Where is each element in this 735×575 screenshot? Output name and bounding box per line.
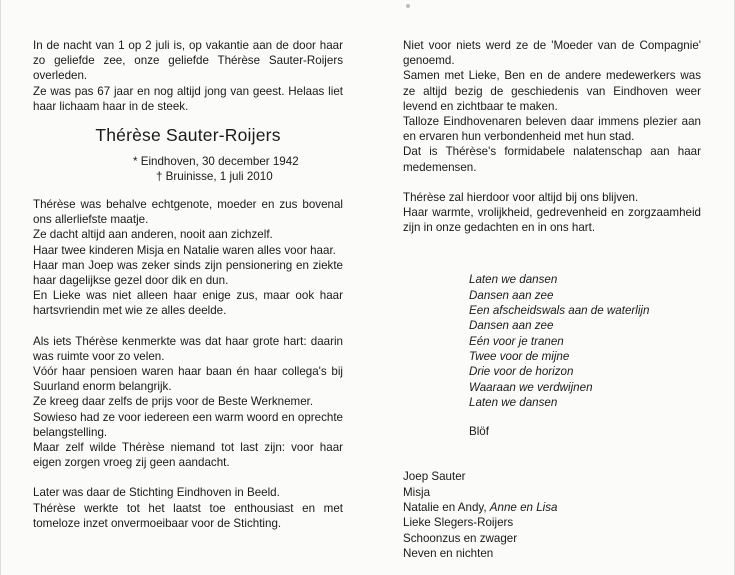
poem-line: Laten we dansen bbox=[469, 395, 558, 409]
family-line: Schoonzus en zwager bbox=[403, 531, 518, 545]
fold-mark bbox=[406, 4, 410, 8]
family-signatures bbox=[403, 469, 701, 561]
left-column bbox=[33, 38, 343, 531]
text-line: Thérèse was behalve echtgenote, moeder en zus bovenal ons allerliefste maatje. bbox=[33, 198, 343, 227]
text-line: Dat is Thérèse's formidabele nalatenschap aan haar medemensen. bbox=[403, 145, 701, 174]
poem-line: Een afscheidswals aan de waterlijn bbox=[469, 304, 650, 318]
birth-date: * Eindhoven, 30 december 1942 bbox=[133, 155, 299, 169]
poem-line: Eén voor je tranen bbox=[469, 334, 564, 348]
text-line: Maar zelf wilde Thérèse niemand tot last zijn: voor haar eigen zorgen vroeg zij geen aandacht. bbox=[33, 441, 343, 470]
family-line bbox=[403, 500, 701, 515]
text-line: Talloze Eindhovenaren beleven daar immens plezier aan en ervaren hun verbondenheid met hun stad. bbox=[403, 115, 701, 144]
text-line: Vóór haar pensioen waren haar baan én haar collega's bij Suurland enorm belangrijk. bbox=[33, 365, 343, 394]
deceased-name: Thérèse Sauter-Roijers bbox=[95, 125, 281, 146]
poem-line: Dansen aan zee bbox=[469, 288, 554, 302]
text-line: Sowieso had ze voor iedereen een warm woord en oprechte belangstelling. bbox=[33, 410, 343, 439]
right-column bbox=[403, 38, 701, 561]
intro-paragraph-1: In de nacht van 1 op 2 juli is, op vakantie aan de door haar zo geliefde zee, onze geliefde Thérèse Sauter-Roijers overleden. bbox=[33, 39, 343, 83]
text-line: Thérèse werkte tot het laatst toe enthousiast en met tomeloze inzet onvermoeibaar voor de Stichting. bbox=[33, 501, 343, 530]
text-line: Samen met Lieke, Ben en de andere medewerkers was ze altijd bezig de geschiedenis van Eindhoven weer levend en zichtbaar te maken. bbox=[403, 69, 701, 113]
family-line-plain: Natalie en Andy, bbox=[403, 500, 490, 514]
death-date: † Bruinisse, 1 juli 2010 bbox=[156, 170, 273, 184]
family-line: Misja bbox=[403, 485, 431, 499]
text-line: Als iets Thérèse kenmerkte was dat haar grote hart: daarin was ruimte voor zo velen. bbox=[33, 334, 343, 363]
family-line: Lieke Slegers-Roijers bbox=[403, 516, 514, 530]
life-dates bbox=[33, 154, 343, 184]
text-line: Haar man Joep was zeker sinds zijn pensionering en ziekte haar dagelijkse gezel door dik en dun. bbox=[33, 258, 343, 288]
intro-paragraph-2: Ze was pas 67 jaar en nog altijd jong van geest. Helaas liet haar lichaam haar in de steek. bbox=[33, 84, 343, 113]
text-line: Haar twee kinderen Misja en Natalie waren alles voor haar. bbox=[33, 243, 336, 257]
poem-line: Drie voor de horizon bbox=[469, 365, 574, 379]
poem bbox=[469, 272, 701, 410]
text-line: Thérèse zal hierdoor voor altijd bij ons blijven. bbox=[403, 190, 639, 204]
family-line: Joep Sauter bbox=[403, 470, 466, 484]
poem-line: Laten we dansen bbox=[469, 273, 558, 287]
text-line: Niet voor niets werd ze de 'Moeder van de Compagnie' genoemd. bbox=[403, 39, 701, 68]
poem-line: Twee voor de mijne bbox=[469, 349, 570, 363]
text-line: Ze kreeg daar zelfs de prijs voor de Beste Werknemer. bbox=[33, 395, 314, 409]
family-line: Neven en nichten bbox=[403, 546, 494, 560]
text-line: Later was daar de Stichting Eindhoven in Beeld. bbox=[33, 486, 280, 500]
poem-credit: Blöf bbox=[469, 425, 489, 439]
poem-line: Dansen aan zee bbox=[469, 319, 554, 333]
poem-line: Waaraan we verdwijnen bbox=[469, 380, 593, 394]
text-line: Haar warmte, vrolijkheid, gedrevenheid en zorgzaamheid zijn in onze gedachten en in ons hart. bbox=[403, 206, 701, 235]
family-line-italic: Anne en Lisa bbox=[489, 500, 558, 514]
text-line: Ze dacht altijd aan anderen, nooit aan zichzelf. bbox=[33, 228, 273, 242]
text-line: En Lieke was niet alleen haar enige zus, maar ook haar hartsvriendin met wie ze alles deelde. bbox=[33, 289, 343, 318]
